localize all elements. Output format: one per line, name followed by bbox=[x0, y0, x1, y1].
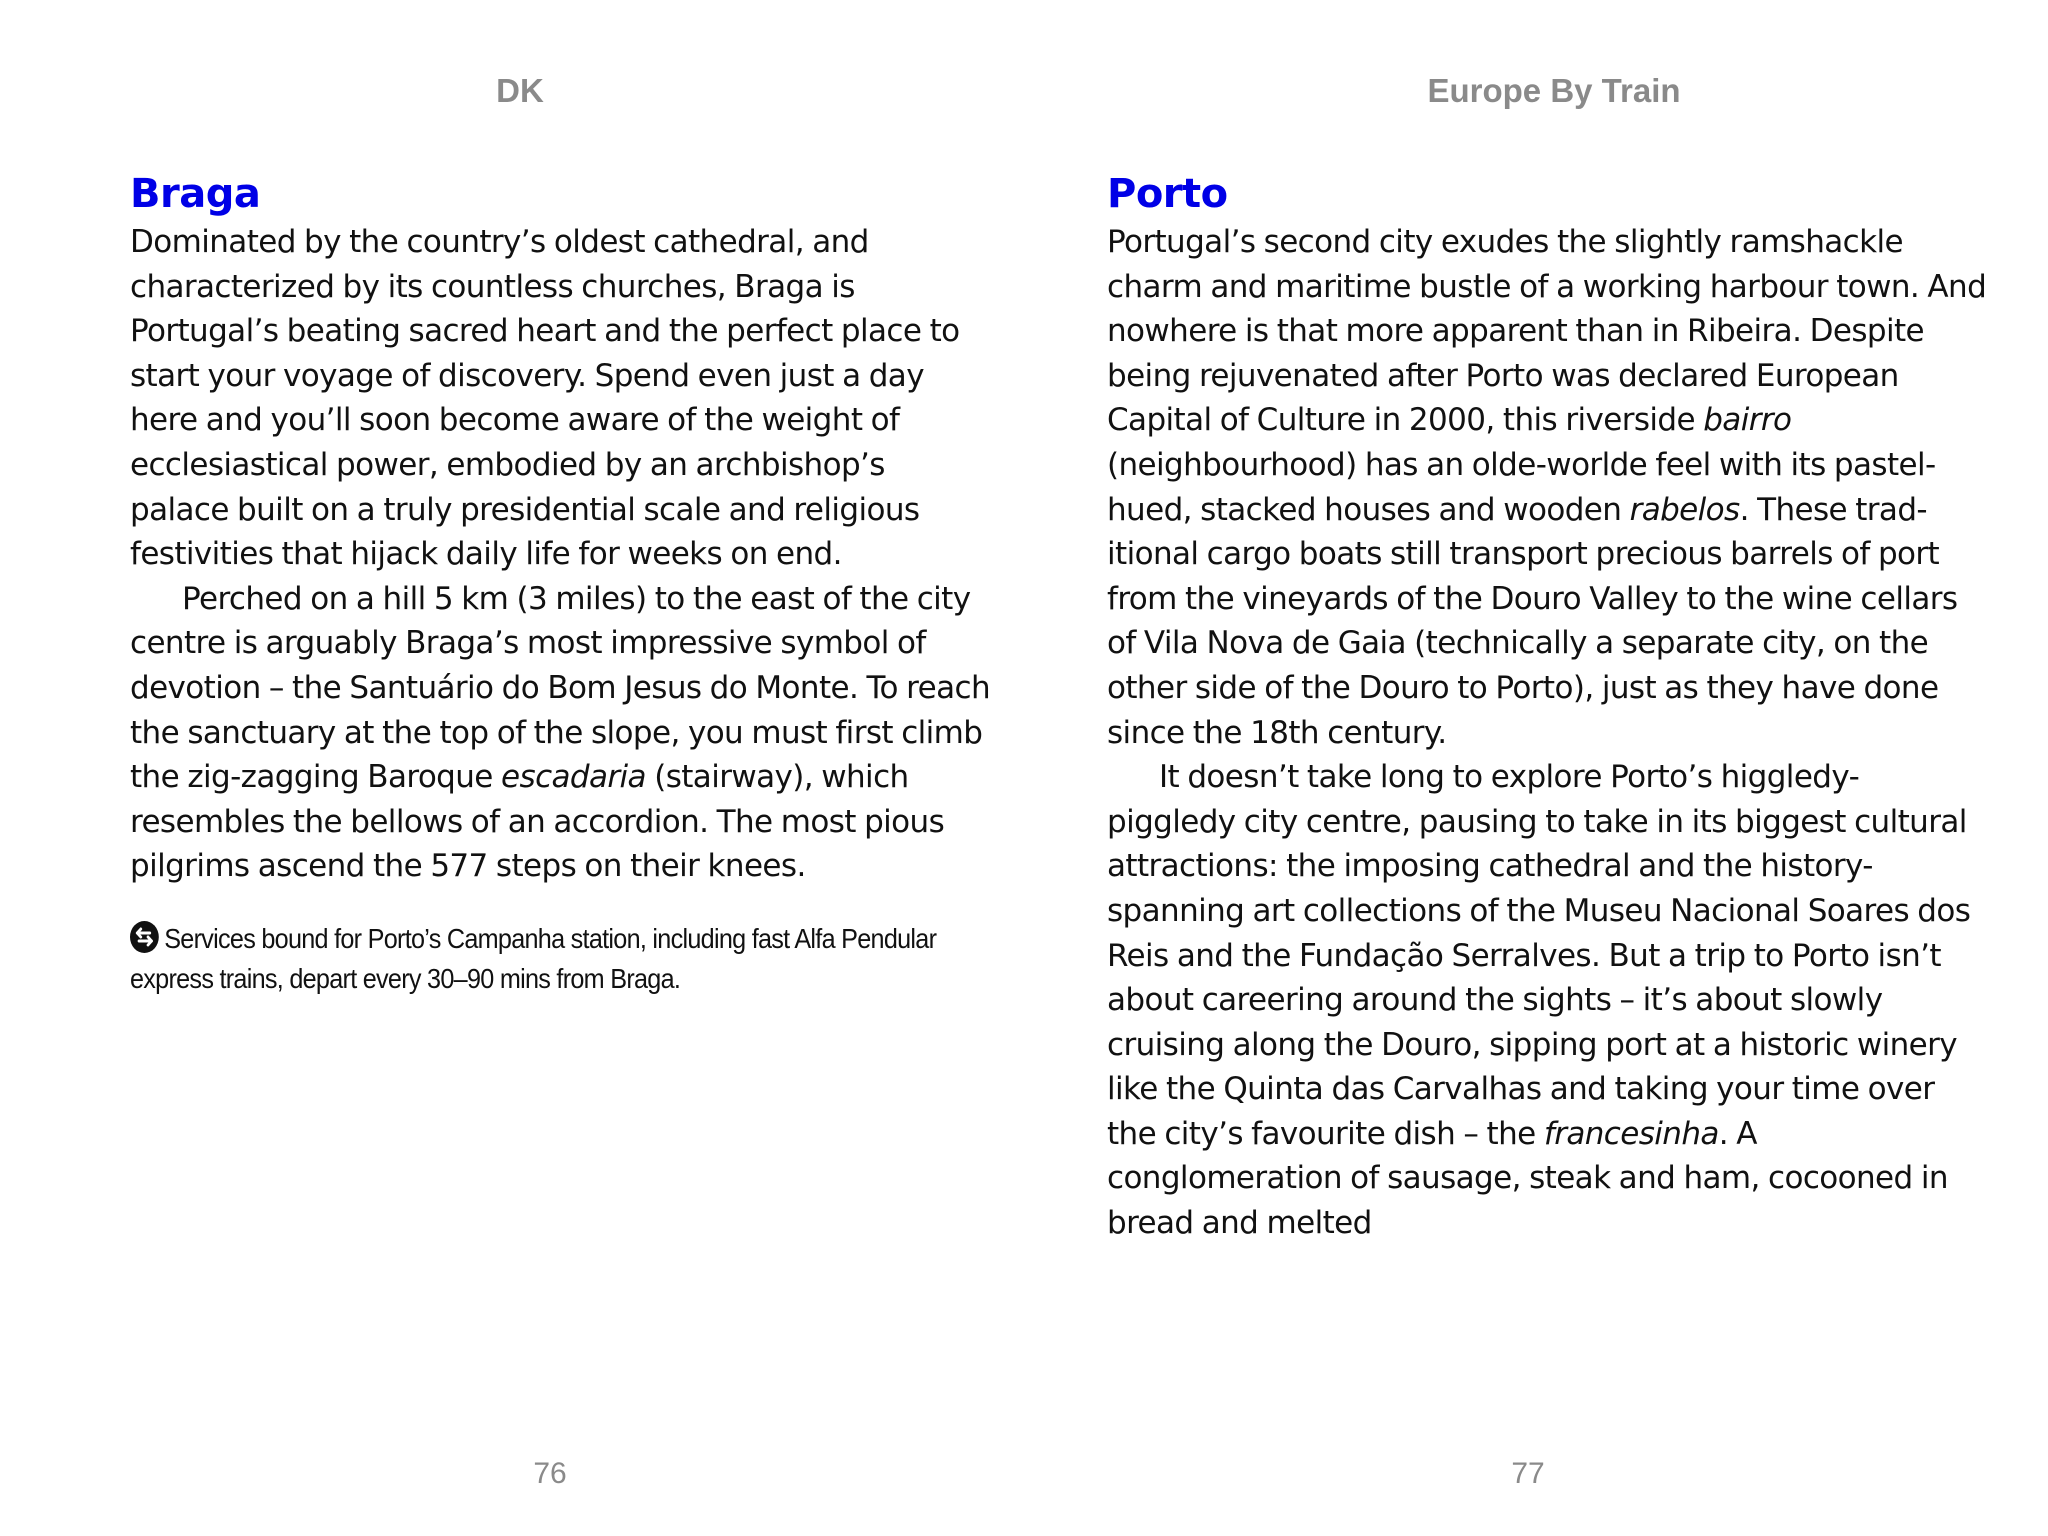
porto-p2-text-b: . A conglomeration of sausage, steak and ham, cocooned in bread and melted bbox=[1107, 1115, 1948, 1242]
porto-p2-italic-francesinha: francesinha bbox=[1543, 1115, 1719, 1152]
right-page bbox=[1024, 0, 2048, 1536]
page-number-left: 76 bbox=[533, 1457, 567, 1490]
section-title-braga: Braga bbox=[130, 171, 261, 217]
page-number-right: 77 bbox=[1511, 1457, 1545, 1490]
porto-p1-text-b: (neighbourhood) has an olde-worlde feel with its pastel-hued, stacked houses and wooden bbox=[1107, 446, 1936, 528]
right-page-content bbox=[1107, 168, 1987, 1246]
braga-paragraph-2 bbox=[130, 577, 990, 889]
porto-p1-text-c: . These trad-itional cargo boats still transport precious barrels of port from the vineyards of the Douro Valley to the wine cellars of Vila Nova de Gaia (technically a separate city, on the other side of the Douro to Porto), just as they have done since the 18th century. bbox=[1107, 491, 1958, 751]
train-info-text: Services bound for Porto’s Campanha station, including fast Alfa Pendular express trains, depart every 30–90 mins from Braga. bbox=[130, 922, 937, 994]
braga-p2-text-a: Perched on a hill 5 km (3 miles) to the east of the city centre is arguably Braga’s most impressive symbol of devotion – the Santuário do Bom Jesus do Monte. To reach the sanctuary at the top of the slope, you must first climb the zig-zagging Baroque bbox=[130, 580, 990, 796]
left-page-content bbox=[130, 168, 990, 999]
braga-p2-italic-term: escadaria bbox=[501, 759, 646, 796]
running-head-left: DK bbox=[496, 72, 544, 109]
porto-p2-text-a: It doesn’t take long to explore Porto’s higgledy-piggledy city centre, pausing to take in its biggest cultural attractions: the imposing cathedral and the history-spanning art collections of the Museu Nacional Soares dos Reis and the Fundação Serralves. But a trip to Porto isn’t about careering around the sights – it’s about slowly cruising along the Douro, sipping port at a historic winery like the Quinta das Carvalhas and taking your time over the city’s favourite dish – the bbox=[1107, 759, 1971, 1152]
braga-paragraph-1: Dominated by the country’s oldest cathedral, and characterized by its countless churches, Braga is Portugal’s beating sacred heart and the perfect place to start your voyage of discovery. Spend even just a day here and you’ll soon become aware of the weight of ecclesiastical power, embodied by an archbishop’s palace built on a truly presidential scale and religious festivities that hijack daily life for weeks on end. bbox=[130, 224, 960, 573]
porto-p1-italic-bairro: bairro bbox=[1703, 402, 1792, 439]
running-head-right: Europe By Train bbox=[1427, 72, 1681, 109]
section-title-porto: Porto bbox=[1107, 171, 1228, 217]
train-transfer-icon bbox=[130, 921, 159, 953]
porto-p1-text-a: Portugal’s second city exudes the slightly ramshackle charm and maritime bustle of a working harbour town. And nowhere is that more apparent than in Ribeira. Despite being rejuvenated after Porto was declared European Capital of Culture in 2000, this riverside bbox=[1107, 224, 1987, 439]
porto-paragraph-1 bbox=[1107, 220, 1987, 755]
train-info-box bbox=[130, 919, 994, 999]
porto-paragraph-2 bbox=[1107, 755, 1987, 1246]
porto-p1-italic-rabelos: rabelos bbox=[1629, 491, 1740, 528]
braga-p2-text-b: (stairway), which resembles the bellows of an accordion. The most pious pilgrims ascend the 577 steps on their knees. bbox=[130, 759, 945, 885]
